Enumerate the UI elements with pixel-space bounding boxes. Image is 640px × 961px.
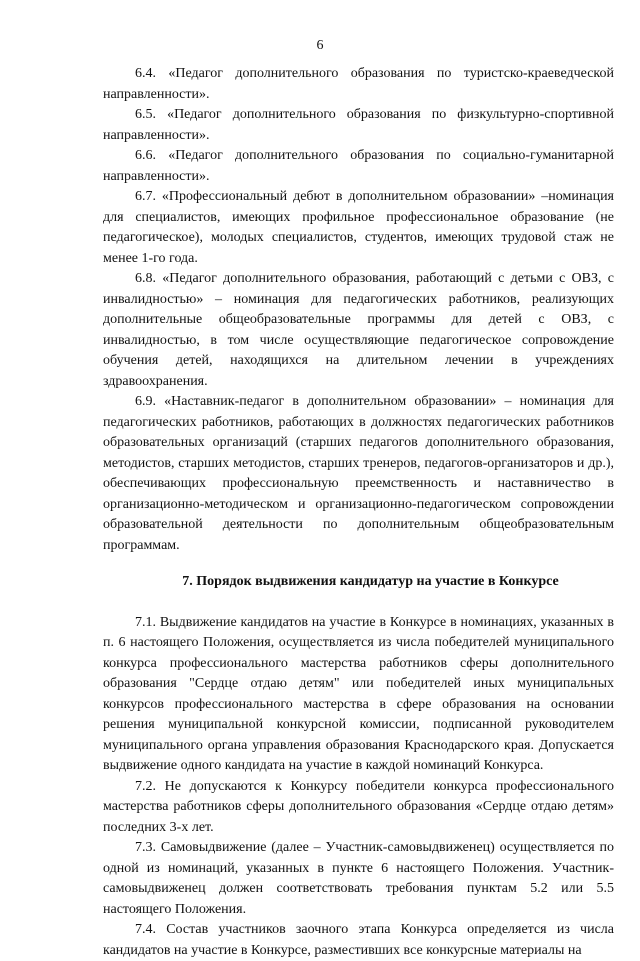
paragraph-7-1: 7.1. Выдвижение кандидатов на участие в Конкурсе в номинациях, указанных в п. 6 настоящего Положения, осуществляется из числа победителей муниципального конкурса профессионального мастерства работников сферы дополнительного образования "Сердце отдаю детям" или победителей иных муниципальных конкурсов профессионального мастерства в сфере образования на основании решения муниципальной конкурсной комиссии, подписанной руководителем муниципального органа управления образования Краснодарского края. Допускается выдвижение одного кандидата на участие в каждой номинаций Конкурса. [103, 614, 614, 773]
document-body [103, 64, 614, 961]
paragraph-6-7: 6.7. «Профессиональный дебют в дополнительном образовании» –номинация для специалистов, имеющих профильное профессиональное образование (не педагогическое), молодых специалистов, студентов, имеющих трудовой стаж не менее 1-го года. [103, 189, 614, 266]
paragraph-6-9: 6.9. «Наставник-педагог в дополнительном образовании» – номинация для педагогических работников, работающих в должностях педагогических работников образовательных организаций (старших педагогов дополнительного образования, методистов, старших методистов, старших тренеров, педагогов-организаторов и др.), обеспечивающих профессиональную преемственность и наставничество в организационно-методическом и организационно-педагогическом сопровождении образовательной деятельности по дополнительным общеобразовательным программам. [103, 394, 614, 553]
paragraph-7-2: 7.2. Не допускаются к Конкурсу победители конкурса профессионального мастерства работников сферы дополнительного образования «Сердце отдаю детям» последних 3-х лет. [103, 778, 614, 835]
paragraph-7-4: 7.4. Состав участников заочного этапа Конкурса определяется из числа кандидатов на участие в Конкурсе, разместивших все конкурсные материалы на [103, 922, 614, 958]
paragraph-6-4: 6.4. «Педагог дополнительного образования по туристско-краеведческой направленности». [103, 66, 614, 102]
paragraph-6-5: 6.5. «Педагог дополнительного образования по физкультурно-спортивной направленности». [103, 107, 614, 143]
paragraph-7-3: 7.3. Самовыдвижение (далее – Участник-самовыдвиженец) осуществляется по одной из номинаций, указанных в пункте 6 настоящего Положения. Участник-самовыдвиженец должен соответствовать требования пунктам 5.2 или 5.5 настоящего Положения. [103, 840, 614, 917]
section-7-heading: 7. Порядок выдвижения кандидатур на участие в Конкурсе [182, 574, 559, 589]
page-number: 6 [316, 38, 324, 53]
paragraph-6-6: 6.6. «Педагог дополнительного образования по социально-гуманитарной направленности». [103, 148, 614, 184]
paragraph-6-8: 6.8. «Педагог дополнительного образования, работающий с детьми с ОВЗ, с инвалидностью» – номинация для педагогических работников, реализующих дополнительные общеобразовательные программы для детей с ОВЗ, с инвалидностью, в том числе осуществляющие педагогическое сопровождение обучения детей, находящихся на длительном лечении в учреждениях здравоохранения. [103, 271, 614, 389]
